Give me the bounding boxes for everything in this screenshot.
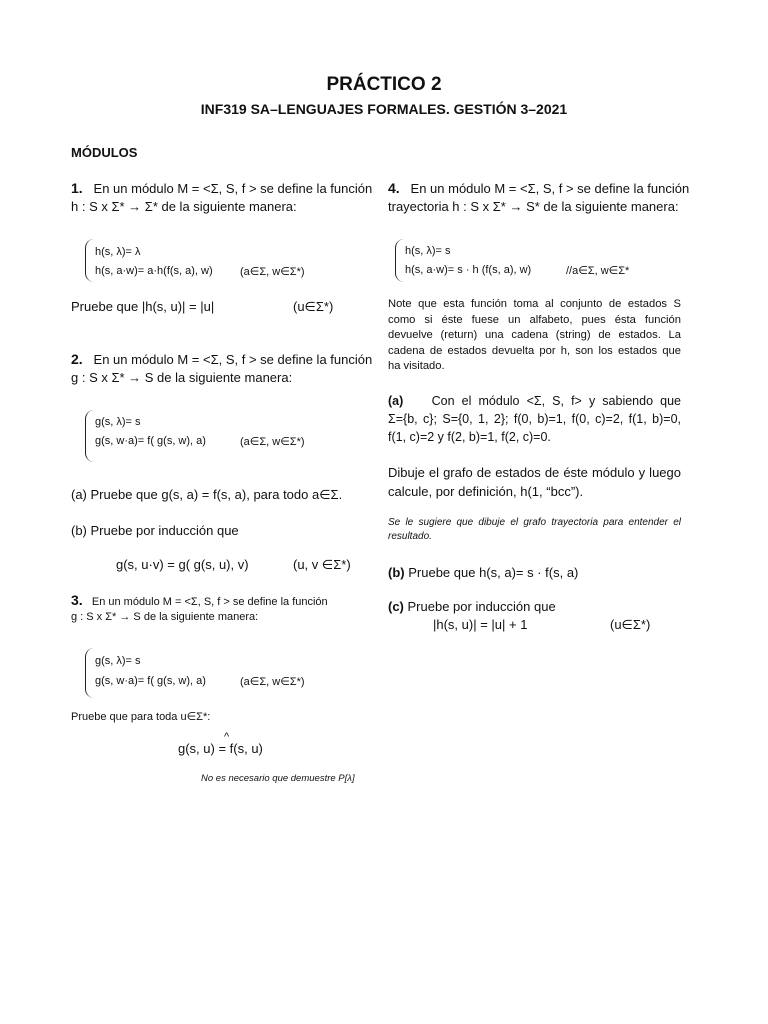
problem-3-line1	[71, 592, 328, 608]
problem-2-part-b-equation: g(s, u·v) = g( g(s, u), v)	[116, 557, 249, 572]
problem-4-eq1: h(s, λ)= s	[405, 245, 451, 257]
problem-2-eq1: g(s, λ)= s	[95, 416, 141, 428]
problem-3-brace	[85, 648, 94, 698]
problem-2-brace	[85, 410, 94, 462]
problem-4-part-c	[388, 599, 556, 614]
problem-4-line1	[388, 180, 689, 196]
problem-1-brace	[85, 239, 94, 282]
problem-3-condition: (a∈Σ, w∈Σ*)	[240, 676, 305, 688]
problem-2-eq2: g(s, w·a)= f( g(s, w), a)	[95, 435, 206, 447]
problem-4-part-c-equation: |h(s, u)| = |u| + 1	[433, 617, 528, 632]
problem-3-final-equation: g(s, u) = f(s, u)	[178, 741, 263, 756]
problem-4-part-a-line1	[388, 394, 681, 408]
problem-1-number: 1.	[71, 180, 83, 196]
course-subtitle: INF319 SA–LENGUAJES FORMALES. GESTIÓN 3–2021	[200, 101, 568, 117]
problem-2-part-b: (b) Pruebe por inducción que	[71, 523, 239, 538]
problem-4-part-b	[388, 565, 578, 580]
problem-4-statement: En un módulo M = <Σ, S, f > se define la función	[410, 181, 690, 196]
problem-1-eq2: h(s, a·w)= a·h(f(s, a), w)	[95, 265, 213, 277]
problem-4-brace	[395, 239, 404, 282]
problem-2-part-b-condition: (u, v ∈Σ*)	[293, 557, 351, 572]
problem-4-part-c-label: (c)	[388, 599, 404, 614]
problem-1-prove-condition: (u∈Σ*)	[293, 299, 334, 314]
problem-4-hint-line2: resultado.	[388, 531, 432, 542]
problem-1-eq1: h(s, λ)= λ	[95, 246, 141, 258]
problem-3-note: No es necesario que demuestre P[λ]	[201, 773, 355, 784]
problem-4-part-a-label: (a)	[388, 394, 404, 408]
problem-4-hint-line1: Se le sugiere que dibuje el grafo trayectoria para entender el	[388, 517, 681, 528]
problem-2-number: 2.	[71, 351, 83, 367]
problem-4-note-line: Note que esta función toma al conjunto de estados S	[388, 298, 681, 310]
problem-4-part-c-condition: (u∈Σ*)	[610, 617, 651, 632]
problem-2-line1	[71, 351, 372, 367]
problem-4-part-c-text: Pruebe por inducción que	[407, 599, 556, 614]
problem-4-note-line: cadena de estados devuelta por h, son los estados que	[388, 344, 681, 357]
problem-3-prove: Pruebe que para toda u∈Σ*:	[71, 711, 211, 723]
page-title: PRÁCTICO 2	[326, 74, 442, 95]
problem-4-note	[388, 297, 681, 375]
problem-4-number: 4.	[388, 180, 400, 196]
problem-4-note-line: como si éste fuese un alfabeto, pues ésta función	[388, 313, 681, 326]
problem-4-draw-line1: Dibuje el grafo de estados de éste módulo y luego	[388, 465, 681, 480]
problem-4-part-a-line2: Σ={b, c}; S={0, 1, 2}; f(0, b)=1, f(0, c)=2, f(1, b)=0,	[388, 412, 681, 426]
problem-3-eq1: g(s, λ)= s	[95, 655, 141, 667]
problem-1-line1	[71, 180, 372, 196]
problem-3-number: 3.	[71, 592, 83, 608]
problem-1-condition: (a∈Σ, w∈Σ*)	[240, 266, 305, 278]
problem-1-line2: h : S x Σ* → Σ* de la siguiente manera:	[71, 199, 297, 214]
problem-2-statement: En un módulo M = <Σ, S, f > se define la función	[93, 352, 373, 367]
problem-1-prove: Pruebe que |h(s, u)| = |u|	[71, 299, 215, 314]
problem-4-condition: //a∈Σ, w∈Σ*	[566, 265, 630, 277]
problem-4-part-b-label: (b)	[388, 565, 405, 580]
section-heading: MÓDULOS	[71, 145, 138, 160]
problem-2-part-a: (a) Pruebe que g(s, a) = f(s, a), para todo a∈Σ.	[71, 487, 343, 502]
problem-1-statement: En un módulo M = <Σ, S, f > se define la función	[93, 181, 373, 196]
problem-4-note-line: ha visitado.	[388, 360, 445, 372]
problem-4-part-b-text: Pruebe que h(s, a)= s · f(s, a)	[408, 565, 579, 580]
problem-4-note-line: devuelve (return) una cadena (string) de estados. La	[388, 329, 681, 341]
problem-4-part-a-text: Con el módulo <Σ, S, f> y sabiendo que	[431, 394, 681, 408]
problem-2-line2: g : S x Σ* → S de la siguiente manera:	[71, 370, 293, 385]
problem-3-hat: ^	[224, 731, 230, 743]
problem-3-eq2: g(s, w·a)= f( g(s, w), a)	[95, 675, 206, 687]
problem-4-draw-line2: calcule, por definición, h(1, “bcc”).	[388, 484, 584, 499]
problem-4-eq2: h(s, a·w)= s · h (f(s, a), w)	[405, 264, 532, 276]
problem-3-statement: En un módulo M = <Σ, S, f > se define la función	[91, 596, 328, 608]
problem-2-condition: (a∈Σ, w∈Σ*)	[240, 436, 305, 448]
problem-4-line2: trayectoria h : S x Σ* → S* de la siguiente manera:	[388, 199, 679, 214]
problem-4-part-a-line3: f(1, c)=2 y f(2, b)=1, f(2, c)=0.	[388, 430, 551, 444]
problem-3-line2: g : S x Σ* → S de la siguiente manera:	[71, 611, 259, 623]
